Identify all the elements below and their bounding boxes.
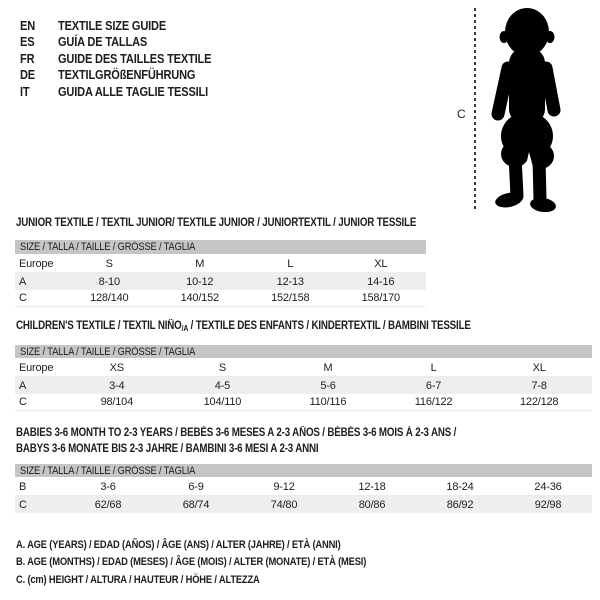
language-row-en — [20, 17, 238, 34]
row-label: C — [19, 396, 27, 408]
age-cell: 10-12 — [186, 275, 214, 288]
age-cell: 8-10 — [98, 275, 120, 288]
language-code: IT — [20, 83, 30, 99]
language-title: GUIDE DES TAILLES TEXTILE — [58, 50, 212, 66]
age-cell: 3-6 — [100, 481, 116, 493]
nino-a-subscript: /A — [181, 324, 189, 333]
size-cell: XL — [374, 258, 388, 270]
age-cell: 24-36 — [534, 481, 562, 493]
height-measure-dotted-line — [474, 8, 476, 212]
size-cell: L — [287, 258, 294, 270]
row-label: C — [19, 292, 27, 304]
height-cell: 86/92 — [446, 498, 474, 511]
children-size-header-bar: SIZE / TALLA / TAILLE / GRÖSSE / TAGLIA — [15, 345, 592, 358]
size-cell: S — [218, 362, 226, 374]
table-row — [15, 479, 592, 496]
language-code: ES — [20, 34, 35, 50]
babies-section-title: BABIES 3-6 MONTH TO 2-3 YEARS / BEBÉS 3-6 MESES A 2-3 AÑOS / BÉBÉS 3-6 MOIS À 2-3 ANS / BABYS 3-6 MONATE BIS 2-3 JAHRE / BAMBINI 3-6 MESI A 2-3 ANNI — [16, 427, 457, 455]
size-cell: XS — [109, 362, 124, 374]
age-cell: 18-24 — [446, 481, 474, 493]
age-cell: 4-5 — [214, 379, 231, 392]
height-cell: 128/140 — [90, 292, 129, 304]
table-row — [15, 394, 592, 411]
size-cell: XL — [532, 362, 546, 374]
language-row-it — [20, 83, 238, 100]
language-title: GUIDA ALLE TAGLIE TESSILI — [58, 83, 209, 99]
language-title: GUÍA DE TALLAS — [58, 34, 148, 50]
height-cell: 110/116 — [309, 396, 347, 408]
size-cell: S — [105, 258, 113, 270]
baby-silhouette-icon — [482, 6, 572, 212]
row-label: C — [19, 498, 27, 511]
language-row-es — [20, 34, 238, 51]
children-section-title: CHILDREN'S TEXTILE / TEXTIL $NIÑO_{/A}$ / TEXTILE DES ENFANTS / KINDERTEXTIL / BAMBINI TESSILE — [16, 320, 471, 333]
age-cell: 6-9 — [188, 481, 204, 493]
height-measure-label: C — [457, 107, 466, 121]
children-size-table — [15, 360, 592, 411]
height-cell: 68/74 — [182, 498, 210, 511]
footnote-age-years: A. AGE (YEARS) / EDAD (AÑOS) / ÂGE (ANS) / ALTER (JAHRE) / ETÀ (ANNI) — [16, 538, 341, 551]
height-cell: 80/86 — [358, 498, 386, 511]
row-label: A — [19, 275, 27, 288]
language-title: TEXTILGRÖßENFÜHRUNG — [58, 67, 196, 83]
language-row-de — [20, 67, 238, 84]
table-row — [15, 360, 592, 377]
height-cell: 62/68 — [94, 498, 122, 511]
language-code: EN — [20, 17, 36, 33]
age-cell: 7-8 — [531, 379, 547, 392]
age-cell: 12-13 — [276, 275, 304, 288]
row-label: B — [19, 481, 27, 493]
height-cell: 74/80 — [270, 498, 298, 511]
table-row — [15, 496, 592, 513]
age-cell: 14-16 — [367, 275, 395, 288]
junior-size-table — [15, 256, 426, 307]
language-row-fr — [20, 50, 238, 67]
height-cell: 92/98 — [534, 498, 562, 511]
table-row — [15, 256, 426, 273]
footnote-height-cm: C. (cm) HEIGHT / ALTURA / HAUTEUR / HÖHE / ALTEZZA — [16, 573, 260, 586]
language-list — [20, 17, 238, 100]
junior-section-title: JUNIOR TEXTILE / TEXTIL JUNIOR/ TEXTILE JUNIOR / JUNIORTEXTIL / JUNIOR TESSILE — [16, 217, 417, 229]
height-cell: 98/104 — [100, 396, 134, 408]
age-cell: 3-4 — [109, 379, 125, 392]
size-cell: M — [195, 258, 205, 270]
height-cell: 158/170 — [361, 292, 400, 304]
height-cell: 104/110 — [203, 396, 242, 408]
size-cell: M — [323, 362, 333, 374]
footnote-age-months: B. AGE (MONTHS) / EDAD (MESES) / ÂGE (MOIS) / ALTER (MONATE) / ETÀ (MESI) — [16, 556, 367, 569]
age-cell: 6-7 — [425, 379, 442, 392]
language-title: TEXTILE SIZE GUIDE — [58, 17, 167, 33]
junior-size-header-bar: SIZE / TALLA / TAILLE / GRÖSSE / TAGLIA — [15, 240, 426, 254]
table-row — [15, 273, 426, 290]
language-code: FR — [20, 50, 35, 66]
height-cell: 122/128 — [519, 396, 559, 408]
row-label: Europe — [19, 258, 54, 270]
footnotes — [16, 536, 428, 589]
row-label: Europe — [19, 362, 54, 374]
age-cell: 5-6 — [320, 379, 336, 392]
height-cell: 116/122 — [414, 396, 453, 408]
height-cell: 152/158 — [271, 292, 310, 304]
babies-size-header-bar: SIZE / TALLA / TAILLE / GRÖSSE / TAGLIA — [15, 464, 592, 477]
size-cell: L — [430, 362, 437, 374]
language-code: DE — [20, 67, 36, 83]
age-cell: 9-12 — [273, 481, 295, 493]
table-row — [15, 377, 592, 394]
height-cell: 140/152 — [180, 292, 219, 304]
age-cell: 12-18 — [358, 481, 386, 493]
table-row — [15, 290, 426, 307]
babies-size-table — [15, 479, 592, 513]
row-label: A — [19, 379, 27, 392]
